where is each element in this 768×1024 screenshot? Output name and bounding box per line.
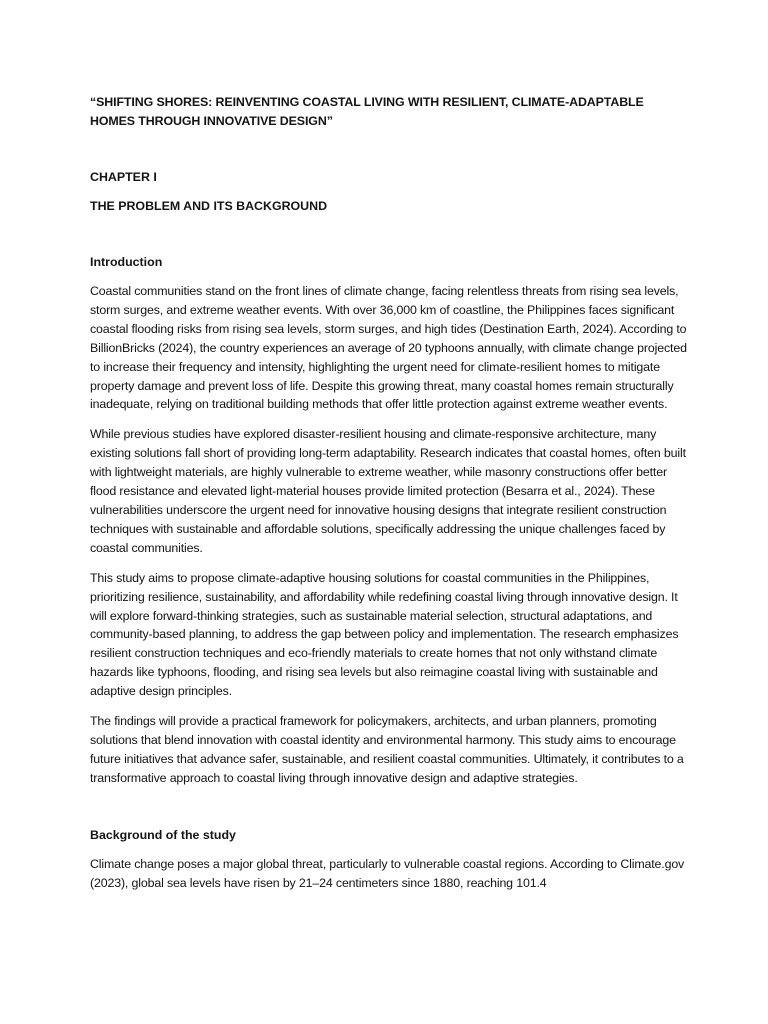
chapter-title: THE PROBLEM AND ITS BACKGROUND (90, 199, 328, 213)
section-heading-background: Background of the study (90, 827, 236, 842)
section-background (90, 826, 690, 893)
section-heading-introduction: Introduction (90, 255, 163, 269)
chapter-label: CHAPTER I (90, 170, 157, 184)
paragraph: The findings will provide a practical framework for policymakers, architects, and urban planners, promoting solutions that blend innovation with coastal identity and environmental harmony. This study aims to encourage future initiatives that advance safer, sustainable, and resilient coastal communities. Ultimately, it contributes to a transformative approach to coastal living through innovative design and adaptive strategies. (90, 714, 684, 785)
document-page (90, 93, 690, 903)
paragraph: Climate change poses a major global threat, particularly to vulnerable coastal regions. According to Climate.gov (2023), global sea levels have risen by 21–24 centimeters since 1880, reaching 101.4 (90, 856, 685, 890)
document-title: “SHIFTING SHORES: REINVENTING COASTAL LIVING WITH RESILIENT, CLIMATE-ADAPTABLE HOMES THROUGH INNOVATIVE DESIGN” (90, 95, 644, 128)
paragraph: This study aims to propose climate-adaptive housing solutions for coastal communities in the Philippines, prioritizing resilience, sustainability, and affordability while redefining coastal living through innovative design. It will explore forward-thinking strategies, such as sustainable material selection, structural adaptations, and community-based planning, to address the gap between policy and implementation. The research emphasizes resilient construction techniques and eco-friendly materials to create homes that not only withstand climate hazards like typhoons, flooding, and rising sea levels but also reimagine coastal living with sustainable and adaptive design principles. (90, 570, 679, 699)
section-introduction (90, 253, 690, 788)
paragraph: Coastal communities stand on the front lines of climate change, facing relentless threats from rising sea levels, storm surges, and extreme weather events. With over 36,000 km of coastline, the Philippines faces significant coastal flooding risks from rising sea levels, storm surges, and high tides (Destination Earth, 2024). According to BillionBricks (2024), the country experiences an average of 20 typhoons annually, with climate change projected to increase their frequency and intensity, highlighting the urgent need for climate-resilient homes to mitigate property damage and prevent loss of life. Despite this growing threat, many coastal homes remain structurally inadequate, relying on traditional building methods that offer little protection against extreme weather events. (90, 284, 687, 412)
paragraph: While previous studies have explored disaster-resilient housing and climate-responsive architecture, many existing solutions fall short of providing long-term adaptability. Research indicates that coastal homes, often built with lightweight materials, are highly vulnerable to extreme weather, while masonry constructions offer better flood resistance and elevated light-material houses provide limited protection (Besarra et al., 2024). These vulnerabilities underscore the urgent need for innovative housing designs that integrate resilient construction techniques with sustainable and affordable solutions, specifically addressing the unique challenges faced by coastal communities. (90, 427, 686, 555)
